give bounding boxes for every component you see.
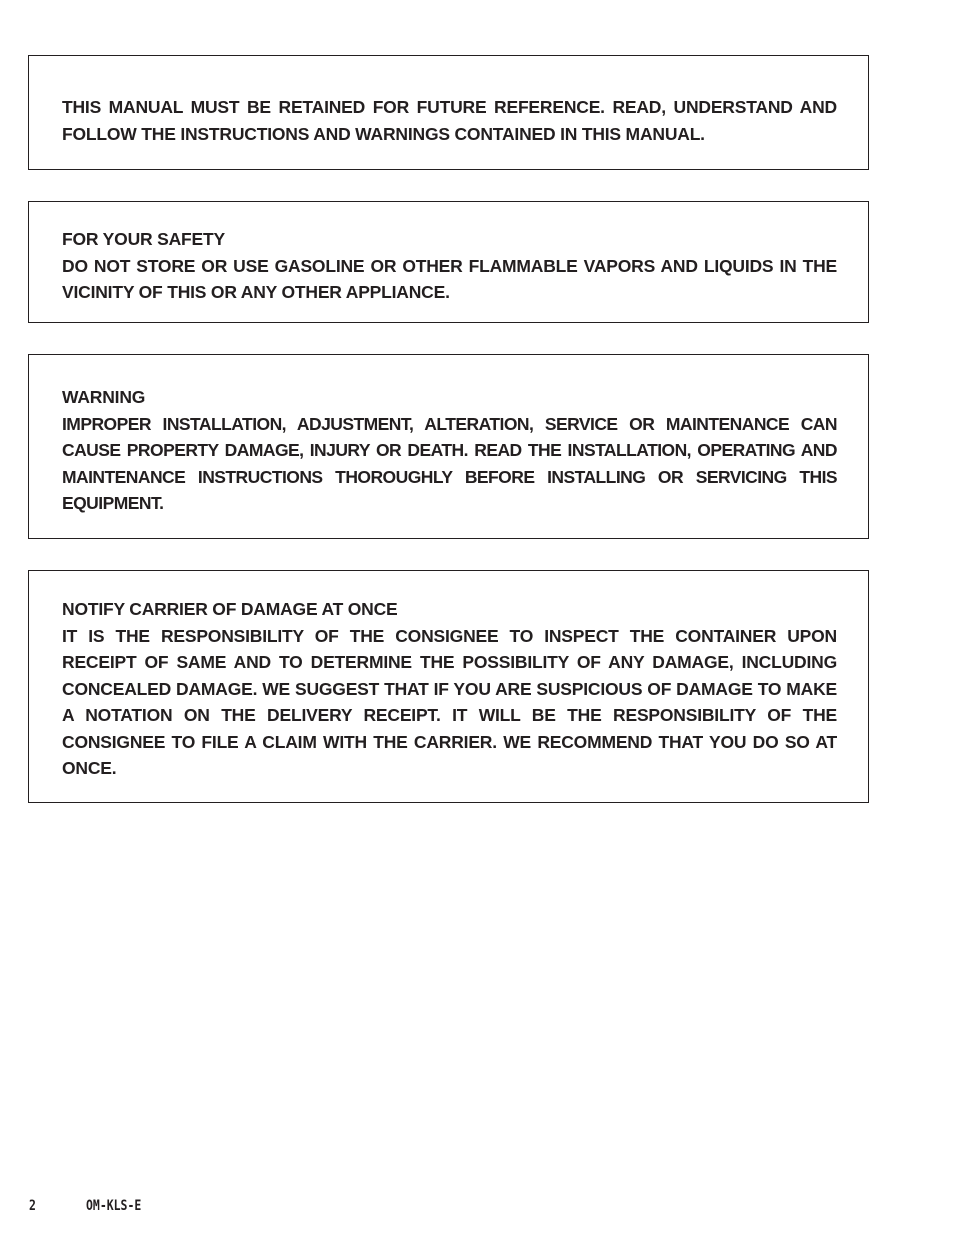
warning-notice [28,354,869,539]
safety-notice [28,201,869,323]
retain-manual-text: THIS MANUAL MUST BE RETAINED FOR FUTURE REFERENCE. READ, UNDERSTAND AND FOLLOW THE INSTRUCTIONS AND WARNINGS CONTAINED IN THIS MANUAL. [62,97,837,144]
carrier-damage-text: IT IS THE RESPONSIBILITY OF THE CONSIGNEE TO INSPECT THE CONTAINER UPON RECEIPT OF SAME AND TO DETERMINE THE POSSIBILITY OF ANY DAMAGE, INCLUDING CONCEALED DAMAGE. WE SUGGEST THAT IF YOU ARE SUSPICIOUS OF DAMAGE TO MAKE A NOTATION ON THE DELIVERY RECEIPT. IT WILL BE THE RESPONSIBILITY OF THE CONSIGNEE TO FILE A CLAIM WITH THE CARRIER. WE RECOMMEND THAT YOU DO SO AT ONCE. [62,625,837,778]
safety-heading: FOR YOUR SAFETY [62,229,225,249]
warning-text: IMPROPER INSTALLATION, ADJUSTMENT, ALTERATION, SERVICE OR MAINTENANCE CAN CAUSE PROPERTY DAMAGE, INJURY OR DEATH. READ THE INSTALLATION, OPERATING AND MAINTENANCE INSTRUCTIONS THOROUGHLY BEFORE INSTALLING OR SERVICING THIS EQUIPMENT. [62,413,837,513]
carrier-damage-notice [28,570,869,803]
retain-manual-notice [28,55,869,170]
warning-heading: WARNING [62,387,146,407]
document-code: OM-KLS-E [86,1198,142,1214]
page-number: 2 [29,1198,36,1214]
safety-text: DO NOT STORE OR USE GASOLINE OR OTHER FLAMMABLE VAPORS AND LIQUIDS IN THE VICINITY OF THIS OR ANY OTHER APPLIANCE. [62,255,837,302]
carrier-damage-heading: NOTIFY CARRIER OF DAMAGE AT ONCE [62,599,398,619]
